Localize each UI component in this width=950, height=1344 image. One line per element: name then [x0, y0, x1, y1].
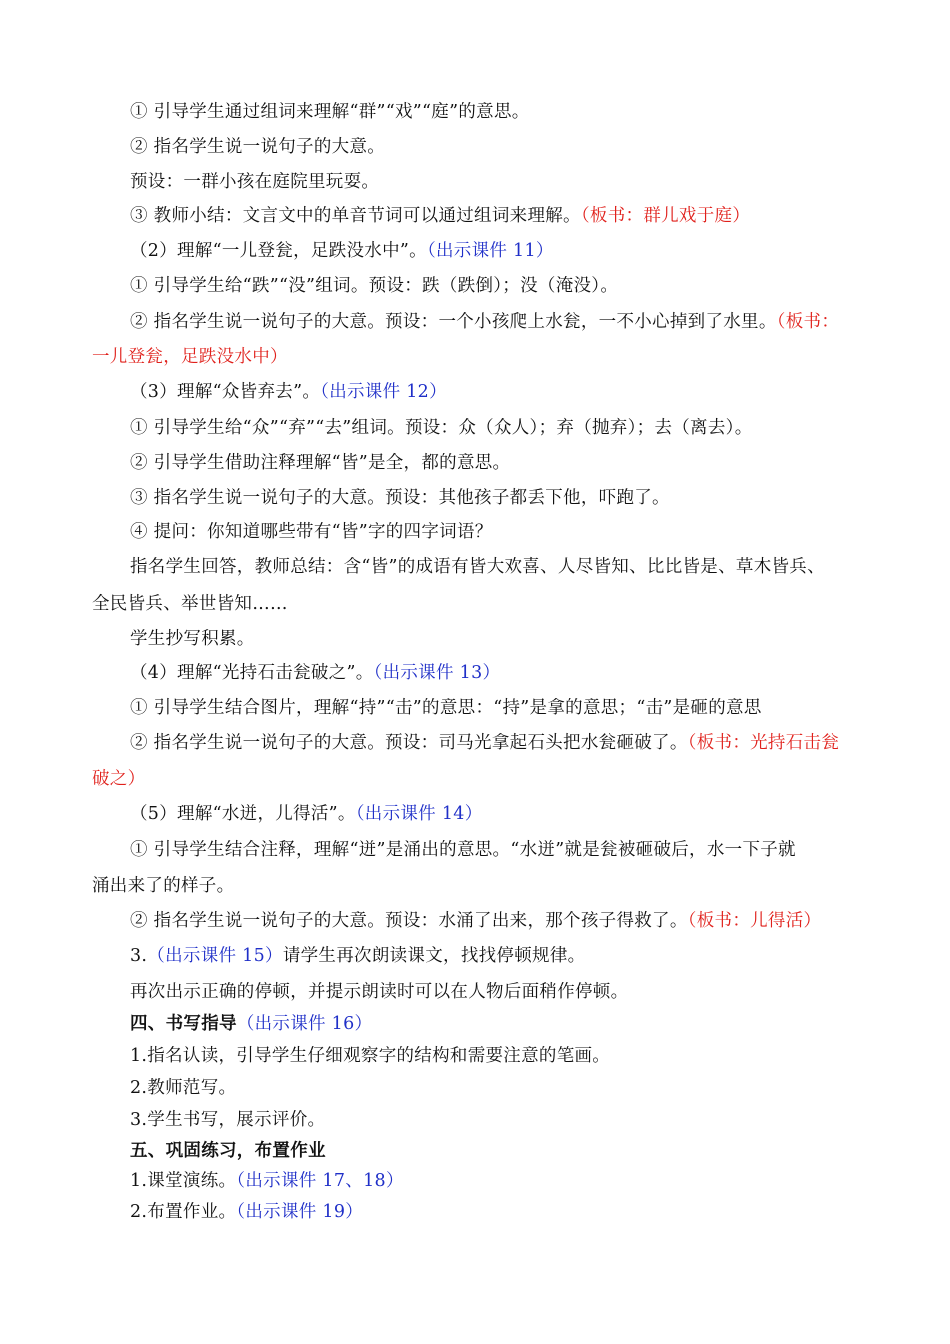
section-heading-writing	[130, 1012, 372, 1036]
line-teacher-conclusion	[130, 555, 825, 579]
line-sub-section-3	[130, 380, 447, 404]
line-sub-section-4	[130, 661, 500, 685]
text-span: ① 引导学生给“跌”“没”组词。预设：跌（跌倒）；没（淹没）。	[130, 276, 619, 296]
courseware-ref: （出示课件 19）	[236, 1202, 364, 1222]
line-step-1	[130, 416, 753, 440]
blackboard-note-continued	[92, 767, 145, 791]
text-span: 1.课堂演练。	[130, 1171, 237, 1191]
text-span: ① 引导学生结合图片，理解“持”“击”的意思：“持”是拿的意思；“击”是砸的意思	[130, 698, 762, 718]
text-span: 涌出来了的样子。	[92, 876, 235, 896]
text-span: 预设：一群小孩在庭院里玩耍。	[130, 172, 380, 192]
text-span: 2.布置作业。	[130, 1202, 237, 1222]
text-span: 1.指名认读，引导学生仔细观察字的结构和需要注意的笔画。	[130, 1046, 611, 1066]
text-span: （5）理解“水迸，儿得活”。	[130, 804, 356, 824]
courseware-ref: （出示课件 17、18）	[236, 1171, 404, 1191]
courseware-ref: （出示课件 13）	[373, 663, 501, 683]
blackboard-note: （板书：儿得活）	[687, 911, 822, 931]
text-span: 2.教师范写。	[130, 1078, 237, 1098]
text-span: ③ 教师小结：文言文中的单音节词可以通过组词来理解。	[130, 206, 581, 226]
text-span: 指名学生回答，教师总结：含“皆”的成语有皆大欢喜、人尽皆知、比比皆是、草木皆兵、	[130, 557, 825, 577]
line-step-2	[130, 731, 839, 755]
blackboard-note: （板书：光持石击瓮	[687, 733, 840, 753]
line-step-2	[130, 451, 510, 475]
line-pause-hint	[130, 980, 628, 1004]
text-span: ① 引导学生给“众”“弃”“去”组词。预设：众（众人）；弃（抛弃）；去（离去）。	[130, 418, 753, 438]
line-sub-section-2	[130, 239, 554, 263]
line-step-3	[130, 486, 670, 510]
line-teacher-summary	[130, 204, 750, 228]
section-title: 五、巩固练习，布置作业	[130, 1141, 326, 1161]
text-span: （2）理解“一儿登瓮，足跌没水中”。	[130, 241, 427, 261]
text-span: 学生抄写积累。	[130, 629, 255, 649]
text-span: ② 指名学生说一说句子的大意。预设：一个小孩爬上水瓮，一不小心掉到了水里。	[130, 312, 777, 332]
courseware-ref: （出示课件 11）	[426, 241, 554, 261]
text-span: ② 指名学生说一说句子的大意。	[130, 137, 386, 157]
text-span: 请学生再次朗读课文，找找停顿规律。	[282, 946, 586, 966]
line-preset	[130, 170, 379, 194]
line-step-4	[130, 520, 493, 544]
line-writing-2	[130, 1076, 236, 1100]
line-step-2	[130, 135, 385, 159]
text-span: 一儿登瓮，足跌没水中）	[92, 347, 288, 367]
text-span: 再次出示正确的停顿，并提示朗读时可以在人物后面稍作停顿。	[130, 982, 629, 1002]
text-span: （4）理解“光持石击瓮破之”。	[130, 663, 374, 683]
courseware-ref: （出示课件 14）	[355, 804, 483, 824]
line-step-2	[130, 310, 839, 334]
line-step-1	[130, 838, 796, 862]
section-heading-practice	[130, 1139, 326, 1163]
text-span: （3）理解“众皆弃去”。	[130, 382, 321, 402]
text-span: ④ 提问：你知道哪些带有“皆”字的四字词语？	[130, 522, 493, 542]
line-step-1-continued	[92, 874, 234, 898]
line-writing-1	[130, 1044, 610, 1068]
line-step-1	[130, 696, 762, 720]
text-span: ① 引导学生通过组词来理解“群”“戏”“庭”的意思。	[130, 102, 530, 122]
text-span: ② 指名学生说一说句子的大意。预设：水涌了出来，那个孩子得救了。	[130, 911, 688, 931]
line-writing-3	[130, 1108, 325, 1132]
courseware-ref: （出示课件 16）	[236, 1014, 373, 1034]
text-span: ③ 指名学生说一说句子的大意。预设：其他孩子都丢下他，吓跑了。	[130, 488, 670, 508]
line-step-1	[130, 100, 530, 124]
text-span: 全民皆兵、举世皆知……	[92, 594, 288, 614]
courseware-ref: （出示课件 12）	[320, 382, 447, 402]
blackboard-note: （板书：	[776, 312, 840, 332]
line-practice-2	[130, 1200, 363, 1224]
text-span: ② 引导学生借助注释理解“皆”是全，都的意思。	[130, 453, 511, 473]
line-practice-1	[130, 1169, 404, 1193]
line-step-2	[130, 909, 821, 933]
courseware-ref: （出示课件 15）	[147, 946, 283, 966]
line-step-1	[130, 274, 618, 298]
text-span: 3.	[130, 946, 148, 966]
text-span: 破之）	[92, 769, 146, 789]
line-item-3	[130, 944, 585, 968]
section-title: 四、书写指导	[130, 1014, 237, 1034]
blackboard-note: （板书：群儿戏于庭）	[580, 206, 751, 226]
line-sub-section-5	[130, 802, 483, 826]
line-teacher-conclusion-continued	[92, 592, 288, 616]
blackboard-note-continued	[92, 345, 288, 369]
text-span: 3.学生书写，展示评价。	[130, 1110, 326, 1130]
text-span: ② 指名学生说一说句子的大意。预设：司马光拿起石头把水瓮砸破了。	[130, 733, 688, 753]
text-span: ① 引导学生结合注释，理解“迸”是涌出的意思。“水迸”就是瓮被砸破后，水一下子就	[130, 840, 796, 860]
line-copy-accumulate	[130, 627, 255, 651]
